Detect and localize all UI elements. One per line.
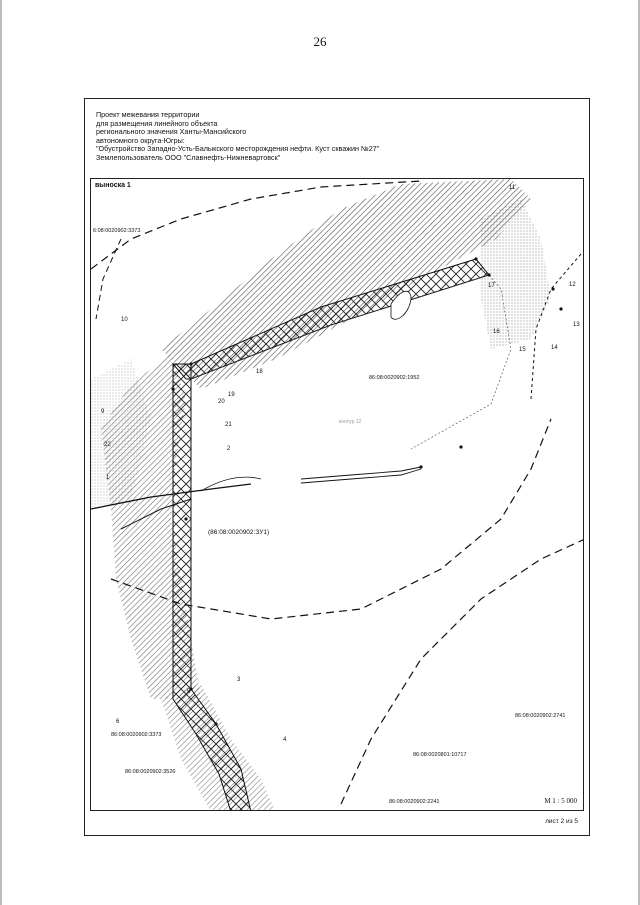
left-page-edge <box>0 0 2 905</box>
point-number: 12 <box>569 282 576 288</box>
cadastral-label: 86:08:0020902:2241 <box>389 799 440 805</box>
point-number: 13 <box>573 322 580 328</box>
point-number: 3 <box>237 677 241 683</box>
point-number: 17 <box>488 283 495 289</box>
point-number: 6 <box>116 719 120 725</box>
point-number: 11 <box>509 185 516 191</box>
cadastral-label: 86:08:0020801:10717 <box>413 752 467 758</box>
point-number: 1 <box>106 475 110 481</box>
title-line: для размещения линейного объекта <box>96 118 218 128</box>
map-drawing <box>91 179 584 811</box>
point-number: 15 <box>519 347 526 353</box>
point-number: 9 <box>101 409 105 415</box>
title-block <box>96 111 379 163</box>
faint-contour-label: контур 12 <box>339 419 362 425</box>
inset-title: выноска 1 <box>95 182 131 189</box>
point-number: 20 <box>218 399 225 405</box>
page-number: 26 <box>313 34 327 49</box>
point-number: 10 <box>121 317 128 323</box>
scale-label: М 1 : 5 000 <box>544 797 577 805</box>
cadastral-label: 6:08:0020902:3373 <box>93 228 141 234</box>
point-number: 22 <box>104 442 111 448</box>
point-number: 16 <box>493 329 500 335</box>
cadastral-label: 86:08:0020902:2741 <box>515 713 566 719</box>
dashed-boundary-west <box>96 239 121 319</box>
dotted-zone-ne <box>481 199 551 349</box>
cadastral-label: 86:08:0020902:1952 <box>369 375 420 381</box>
map-frame <box>90 178 584 811</box>
cadastral-label: 86:08:0020902:3373 <box>111 732 162 738</box>
cadastral-label: 86:08:0020902:3526 <box>125 769 176 775</box>
title-line: автономного округа-Югры: <box>96 135 185 145</box>
point-number: 4 <box>283 737 287 743</box>
point-number: 18 <box>256 369 263 375</box>
point-number: 19 <box>228 392 235 398</box>
point-number: 5 <box>187 689 191 695</box>
title-line: "Обустройство Западно-Усть-Балыкского месторождения нефти. Куст скважин №27" <box>96 144 380 154</box>
title-line: Землепользователь ООО "Славнефть-Нижневартовск" <box>96 152 281 162</box>
point-number: 2 <box>227 446 231 452</box>
parcel-label: (86:08:0020902:ЗУ1) <box>208 529 270 536</box>
title-line: Проект межевания территории <box>96 110 200 119</box>
point-number: 21 <box>225 422 232 428</box>
dashed-boundary-lower <box>341 539 584 804</box>
drainage-line <box>301 467 421 479</box>
point-number: 14 <box>551 345 558 351</box>
sheet-counter: лист 2 из 5 <box>545 818 578 825</box>
drainage-line-2 <box>301 469 421 483</box>
title-line: регионального значения Ханты-Мансийского <box>96 127 247 137</box>
